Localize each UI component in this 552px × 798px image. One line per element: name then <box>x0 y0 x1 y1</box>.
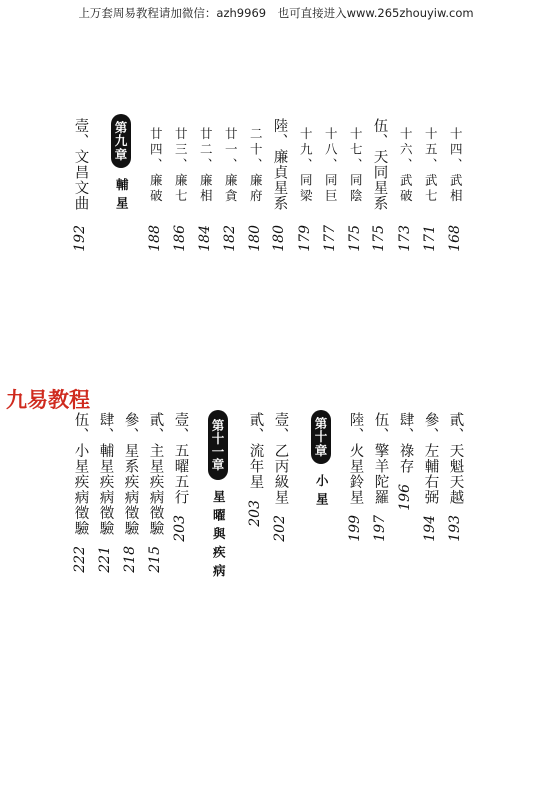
toc-entry-page: 221 <box>97 546 114 573</box>
toc-entry-page: 184 <box>197 224 213 252</box>
toc-entry-page: 177 <box>322 224 338 252</box>
toc-entry <box>123 412 138 580</box>
toc-entry <box>448 412 463 549</box>
toc-entry-page: 175 <box>347 224 363 252</box>
toc-entry-title: 十九、同梁 <box>298 127 314 205</box>
toc-entry-title: 參、左輔右弼 <box>422 412 439 505</box>
badge-char: 章 <box>314 442 328 458</box>
toc-entry-title: 貳、流年星 <box>247 412 264 490</box>
toc-entry-page: 188 <box>147 224 163 252</box>
chapter-number-badge <box>111 114 131 168</box>
toc-entry-title: 貳、主星疾病徵驗 <box>147 412 164 536</box>
watermark-logo: 九易教程 <box>6 388 90 412</box>
toc-entry-page: 202 <box>272 515 289 542</box>
toc-entry <box>348 412 363 549</box>
toc-entry <box>248 127 262 258</box>
toc-entry-page: 180 <box>247 224 263 252</box>
toc-entry-title: 貳、天魁天越 <box>447 412 464 505</box>
badge-char: 第 <box>114 120 128 136</box>
toc-entry-page: 194 <box>422 515 439 542</box>
toc-entry-title: 十四、武相 <box>448 127 464 205</box>
toc-entry-title: 肆、輔星疾病徵驗 <box>97 412 114 536</box>
toc-entry-page: 179 <box>297 224 313 252</box>
toc-entry <box>173 127 187 258</box>
toc-entry <box>248 412 263 533</box>
toc-entry-title: 廿二、廉相 <box>198 127 214 205</box>
toc-entry <box>173 412 188 549</box>
toc-entry <box>73 412 88 580</box>
toc-entry-page: 171 <box>422 224 438 252</box>
toc-entry <box>373 412 388 549</box>
toc-entry <box>398 412 413 518</box>
toc-entry-page: 192 <box>72 225 89 252</box>
chapter-heading <box>311 410 331 511</box>
toc-entry-page: 199 <box>347 515 364 542</box>
badge-char: 第 <box>211 417 225 433</box>
toc-entry <box>423 127 437 258</box>
toc-entry-title: 陸、廉貞星系 <box>271 118 288 211</box>
badge-char: 十 <box>211 430 225 446</box>
chapter-heading <box>111 114 131 215</box>
toc-entry-page: 197 <box>372 515 389 542</box>
toc-entry-page: 193 <box>447 515 464 542</box>
toc-entry-title: 十七、同陰 <box>348 127 364 205</box>
toc-entry <box>148 127 162 258</box>
toc-entry-title: 參、星系疾病徵驗 <box>122 412 139 536</box>
toc-entry <box>423 412 438 549</box>
toc-entry-title: 十五、武七 <box>423 127 439 205</box>
chapter-title: 小星 <box>314 474 330 511</box>
toc-entry-title: 壹、乙丙級星 <box>272 412 289 505</box>
badge-char: 章 <box>211 457 225 473</box>
toc-entry <box>348 127 362 258</box>
badge-char: 第 <box>314 416 328 432</box>
toc-entry-title: 伍、天同星系 <box>371 118 388 211</box>
toc-entry-page: 173 <box>397 224 413 252</box>
toc-entry-title: 陸、火星鈴星 <box>347 412 364 505</box>
toc-entry-page: 196 <box>397 484 414 511</box>
toc-entry <box>298 127 312 258</box>
toc-entry-title: 廿三、廉七 <box>173 127 189 205</box>
toc-entry <box>98 412 113 580</box>
toc-entry-page: 218 <box>122 546 139 573</box>
toc-entry-title: 壹、五曜五行 <box>172 412 189 505</box>
toc-entry-page: 182 <box>222 224 238 252</box>
toc-entry-title: 伍、擎羊陀羅 <box>372 412 389 505</box>
toc-entry-page: 203 <box>172 515 189 542</box>
toc-entry <box>372 118 387 259</box>
chapter-heading <box>208 410 228 583</box>
toc-entry-page: 215 <box>147 546 164 573</box>
badge-char: 一 <box>211 444 225 459</box>
chapter-number-badge <box>208 410 228 480</box>
toc-entry-title: 肆、祿存 <box>397 412 414 474</box>
toc-entry-title: 廿一、廉貪 <box>223 127 239 205</box>
toc-entry <box>272 118 287 259</box>
badge-char: 九 <box>114 133 128 149</box>
toc-entry <box>198 127 212 258</box>
toc-entry-title: 十八、同巨 <box>323 127 339 205</box>
toc-entry-title: 二十、廉府 <box>248 127 264 205</box>
toc-entry-page: 175 <box>371 225 388 252</box>
toc-entry <box>398 127 412 258</box>
toc-entry <box>323 127 337 258</box>
toc-entry-page: 203 <box>247 499 264 527</box>
toc-entry <box>273 412 288 549</box>
toc-entry-page: 186 <box>172 224 188 252</box>
chapter-title: 星曜與疾病 <box>211 490 227 583</box>
page-header-banner: 上万套周易教程请加微信：azh9969 也可直接进入www.265zhouyiw.com <box>78 6 474 20</box>
toc-entry <box>73 118 88 259</box>
toc-entry <box>223 127 237 258</box>
toc-entry-page: 222 <box>72 546 89 573</box>
toc-entry-title: 伍、小星疾病徵驗 <box>72 412 89 536</box>
badge-char: 章 <box>114 146 128 162</box>
chapter-title: 輔星 <box>114 178 130 215</box>
chapter-number-badge <box>311 410 331 464</box>
toc-entry-title: 廿四、廉破 <box>148 127 164 205</box>
toc-entry-page: 168 <box>447 224 463 252</box>
toc-entry <box>148 412 163 580</box>
toc-entry-title: 壹、文昌文曲 <box>72 118 89 211</box>
toc-entry <box>448 127 462 258</box>
toc-entry-title: 十六、武破 <box>398 127 414 205</box>
toc-entry-page: 180 <box>271 225 288 252</box>
badge-char: 十 <box>314 429 328 445</box>
